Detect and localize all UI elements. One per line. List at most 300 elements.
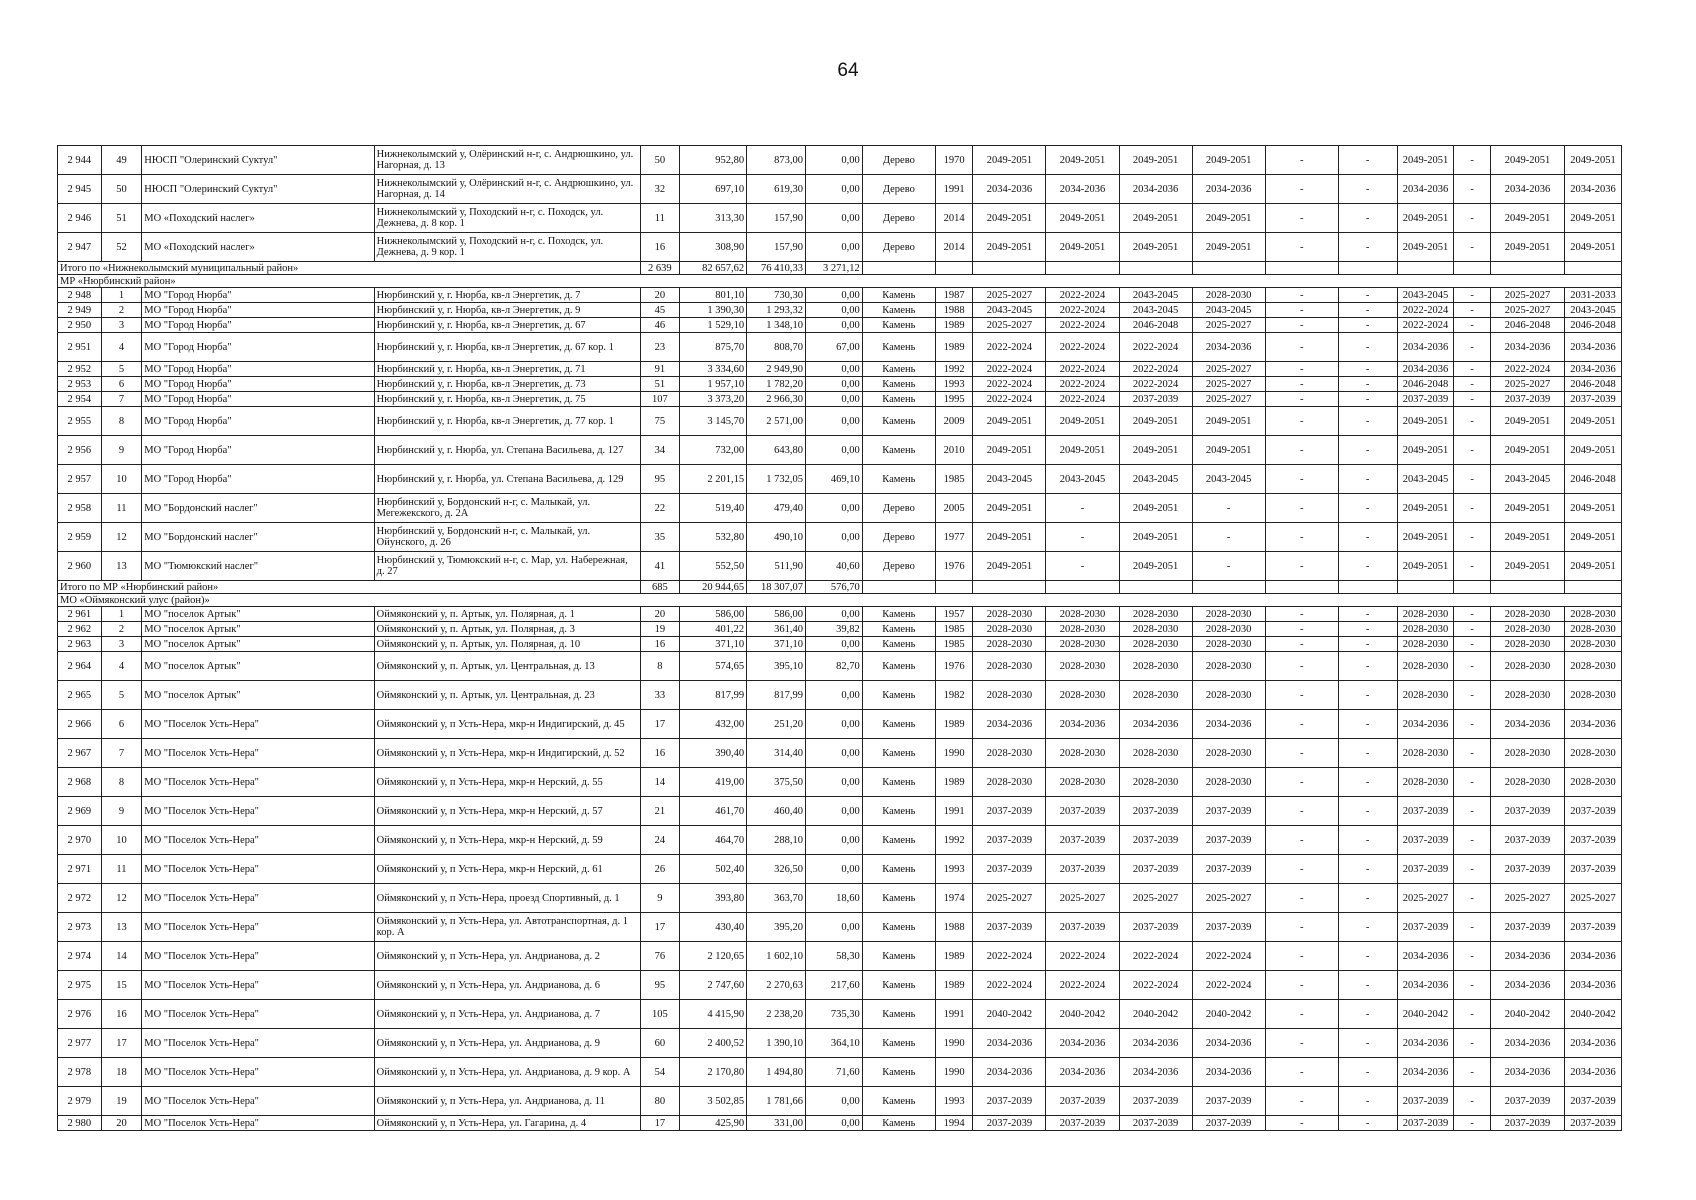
local-number-cell: 9	[101, 797, 142, 826]
period-elevator-cell: -	[1265, 436, 1338, 465]
period-gas-cell: -	[1454, 1058, 1491, 1087]
period-foundation-cell: 2037-2039	[1119, 1087, 1192, 1116]
row-number-cell: 2 962	[58, 622, 102, 637]
period-gas-cell: -	[1454, 333, 1491, 362]
period-facade-cell: 2034-2036	[1046, 1029, 1119, 1058]
total-area-cell: 586,00	[680, 607, 747, 622]
nonresidential-area-cell: 0,00	[805, 607, 862, 622]
period-cold-water-cell: 2049-2051	[1397, 436, 1454, 465]
build-year-cell: 1989	[935, 318, 973, 333]
period-heating-cell: 2049-2051	[1192, 233, 1265, 262]
residents-cell: 107	[640, 392, 680, 407]
period-gas-cell: -	[1454, 392, 1491, 407]
period-sewer-cell: 2049-2051	[1565, 436, 1622, 465]
period-roof-cell: 2049-2051	[973, 494, 1046, 523]
living-area-cell: 1 602,10	[747, 942, 806, 971]
wall-material-cell: Камень	[862, 652, 935, 681]
nonresidential-area-cell: 0,00	[805, 797, 862, 826]
section-header: МО «Оймяконский улус (район)»	[58, 594, 1622, 607]
period-gas-cell: -	[1454, 768, 1491, 797]
period-roof-cell: 2028-2030	[973, 739, 1046, 768]
period-facade-cell: 2034-2036	[1046, 710, 1119, 739]
local-number-cell: 8	[101, 768, 142, 797]
living-area-cell: 1 494,80	[747, 1058, 806, 1087]
wall-material-cell: Камень	[862, 1058, 935, 1087]
period-cold-water-cell: 2037-2039	[1397, 826, 1454, 855]
wall-material-cell: Камень	[862, 710, 935, 739]
period-sewer-cell: 2034-2036	[1565, 333, 1622, 362]
period-elevator-cell: -	[1265, 333, 1338, 362]
period-sewer-cell: 2028-2030	[1565, 637, 1622, 652]
period-electric-cell: 2025-2027	[1490, 288, 1564, 303]
residents-cell: 24	[640, 826, 680, 855]
nonresidential-area-cell: 71,60	[805, 1058, 862, 1087]
period-gas-cell: -	[1454, 523, 1491, 552]
build-year-cell: 2009	[935, 407, 973, 436]
empty-cell	[1565, 262, 1622, 275]
table-row	[58, 362, 1622, 377]
wall-material-cell: Камень	[862, 797, 935, 826]
address-cell: Нюрбинский у, г. Нюрба, ул. Степана Васильева, д. 129	[374, 465, 640, 494]
period-gas-cell: -	[1454, 175, 1491, 204]
period-other-cell: -	[1338, 333, 1397, 362]
period-sewer-cell: 2049-2051	[1565, 552, 1622, 581]
period-heating-cell: 2049-2051	[1192, 204, 1265, 233]
period-heating-cell: 2028-2030	[1192, 681, 1265, 710]
period-other-cell: -	[1338, 436, 1397, 465]
row-number-cell: 2 977	[58, 1029, 102, 1058]
nonresidential-area-cell: 364,10	[805, 1029, 862, 1058]
table-row	[58, 622, 1622, 637]
living-area-cell: 730,30	[747, 288, 806, 303]
table-row	[58, 436, 1622, 465]
municipality-cell: МО "Город Нюрба"	[142, 392, 374, 407]
period-elevator-cell: -	[1265, 465, 1338, 494]
period-other-cell: -	[1338, 942, 1397, 971]
period-foundation-cell: 2037-2039	[1119, 797, 1192, 826]
municipality-cell: МО "Поселок Усть-Нера"	[142, 797, 374, 826]
table-row	[58, 971, 1622, 1000]
total-row	[58, 262, 1622, 275]
total-area-cell: 3 145,70	[680, 407, 747, 436]
period-elevator-cell: -	[1265, 377, 1338, 392]
period-sewer-cell: 2049-2051	[1565, 204, 1622, 233]
build-year-cell: 1993	[935, 377, 973, 392]
period-other-cell: -	[1338, 710, 1397, 739]
period-sewer-cell: 2028-2030	[1565, 768, 1622, 797]
municipality-cell: МО "Город Нюрба"	[142, 377, 374, 392]
period-gas-cell: -	[1454, 942, 1491, 971]
total-total-area-cell: 20 944,65	[680, 581, 747, 594]
nonresidential-area-cell: 469,10	[805, 465, 862, 494]
period-cold-water-cell: 2034-2036	[1397, 971, 1454, 1000]
period-cold-water-cell: 2049-2051	[1397, 204, 1454, 233]
local-number-cell: 11	[101, 494, 142, 523]
period-sewer-cell: 2037-2039	[1565, 826, 1622, 855]
row-number-cell: 2 967	[58, 739, 102, 768]
wall-material-cell: Камень	[862, 622, 935, 637]
housing-table	[57, 145, 1622, 1131]
table-row	[58, 377, 1622, 392]
period-other-cell: -	[1338, 233, 1397, 262]
period-facade-cell: 2034-2036	[1046, 175, 1119, 204]
address-cell: Нижнеколымский у, Олёринский н-г, с. Андрюшкино, ул. Нагорная, д. 14	[374, 175, 640, 204]
period-foundation-cell: 2022-2024	[1119, 942, 1192, 971]
period-foundation-cell: 2022-2024	[1119, 971, 1192, 1000]
period-other-cell: -	[1338, 465, 1397, 494]
period-cold-water-cell: 2037-2039	[1397, 913, 1454, 942]
total-area-cell: 3 373,20	[680, 392, 747, 407]
period-electric-cell: 2034-2036	[1490, 1058, 1564, 1087]
local-number-cell: 3	[101, 318, 142, 333]
empty-cell	[1265, 262, 1338, 275]
build-year-cell: 1990	[935, 739, 973, 768]
living-area-cell: 1 781,66	[747, 1087, 806, 1116]
period-facade-cell: 2043-2045	[1046, 465, 1119, 494]
period-gas-cell: -	[1454, 797, 1491, 826]
build-year-cell: 1989	[935, 333, 973, 362]
local-number-cell: 5	[101, 681, 142, 710]
empty-cell	[1046, 581, 1119, 594]
local-number-cell: 49	[101, 146, 142, 175]
build-year-cell: 1990	[935, 1029, 973, 1058]
total-area-cell: 2 201,15	[680, 465, 747, 494]
period-facade-cell: -	[1046, 552, 1119, 581]
municipality-cell: МО "Тюмюкский наслег"	[142, 552, 374, 581]
period-other-cell: -	[1338, 1029, 1397, 1058]
local-number-cell: 12	[101, 523, 142, 552]
period-roof-cell: 2022-2024	[973, 377, 1046, 392]
period-electric-cell: 2040-2042	[1490, 1000, 1564, 1029]
period-cold-water-cell: 2049-2051	[1397, 552, 1454, 581]
residents-cell: 26	[640, 855, 680, 884]
residents-cell: 80	[640, 1087, 680, 1116]
municipality-cell: МО "Поселок Усть-Нера"	[142, 1087, 374, 1116]
table-row	[58, 826, 1622, 855]
period-roof-cell: 2034-2036	[973, 175, 1046, 204]
section-header-row	[58, 594, 1622, 607]
period-foundation-cell: 2022-2024	[1119, 377, 1192, 392]
period-heating-cell: 2034-2036	[1192, 710, 1265, 739]
build-year-cell: 2014	[935, 233, 973, 262]
table-row	[58, 884, 1622, 913]
address-cell: Нюрбинский у, г. Нюрба, кв-л Энергетик, д. 9	[374, 303, 640, 318]
local-number-cell: 17	[101, 1029, 142, 1058]
table-row	[58, 523, 1622, 552]
period-roof-cell: 2028-2030	[973, 681, 1046, 710]
period-sewer-cell: 2046-2048	[1565, 377, 1622, 392]
period-facade-cell: 2037-2039	[1046, 1087, 1119, 1116]
local-number-cell: 2	[101, 303, 142, 318]
living-area-cell: 157,90	[747, 204, 806, 233]
period-gas-cell: -	[1454, 855, 1491, 884]
period-other-cell: -	[1338, 318, 1397, 333]
nonresidential-area-cell: 0,00	[805, 855, 862, 884]
period-elevator-cell: -	[1265, 637, 1338, 652]
period-other-cell: -	[1338, 637, 1397, 652]
period-roof-cell: 2049-2051	[973, 146, 1046, 175]
address-cell: Нюрбинский у, г. Нюрба, кв-л Энергетик, д. 71	[374, 362, 640, 377]
municipality-cell: МО «Походский наслег»	[142, 204, 374, 233]
nonresidential-area-cell: 0,00	[805, 436, 862, 465]
address-cell: Оймяконский у, п Усть-Нера, ул. Андрианова, д. 9	[374, 1029, 640, 1058]
period-heating-cell: -	[1192, 523, 1265, 552]
period-elevator-cell: -	[1265, 797, 1338, 826]
address-cell: Оймяконский у, п Усть-Нера, мкр-н Нерский, д. 55	[374, 768, 640, 797]
period-elevator-cell: -	[1265, 1000, 1338, 1029]
build-year-cell: 2005	[935, 494, 973, 523]
period-elevator-cell: -	[1265, 362, 1338, 377]
nonresidential-area-cell: 217,60	[805, 971, 862, 1000]
period-other-cell: -	[1338, 523, 1397, 552]
local-number-cell: 19	[101, 1087, 142, 1116]
total-area-cell: 875,70	[680, 333, 747, 362]
living-area-cell: 2 238,20	[747, 1000, 806, 1029]
residents-cell: 54	[640, 1058, 680, 1087]
residents-cell: 16	[640, 739, 680, 768]
period-gas-cell: -	[1454, 681, 1491, 710]
period-gas-cell: -	[1454, 494, 1491, 523]
period-elevator-cell: -	[1265, 407, 1338, 436]
empty-cell	[1338, 581, 1397, 594]
municipality-cell: МО "Поселок Усть-Нера"	[142, 942, 374, 971]
build-year-cell: 2014	[935, 204, 973, 233]
local-number-cell: 4	[101, 333, 142, 362]
total-area-cell: 552,50	[680, 552, 747, 581]
build-year-cell: 1991	[935, 1000, 973, 1029]
period-electric-cell: 2049-2051	[1490, 494, 1564, 523]
living-area-cell: 619,30	[747, 175, 806, 204]
period-other-cell: -	[1338, 797, 1397, 826]
period-other-cell: -	[1338, 392, 1397, 407]
period-other-cell: -	[1338, 768, 1397, 797]
build-year-cell: 1976	[935, 552, 973, 581]
build-year-cell: 1989	[935, 710, 973, 739]
municipality-cell: МО "Город Нюрба"	[142, 303, 374, 318]
period-roof-cell: 2028-2030	[973, 637, 1046, 652]
municipality-cell: МО "Поселок Усть-Нера"	[142, 1000, 374, 1029]
period-roof-cell: 2043-2045	[973, 303, 1046, 318]
period-other-cell: -	[1338, 377, 1397, 392]
period-facade-cell: 2037-2039	[1046, 1116, 1119, 1131]
table-row	[58, 855, 1622, 884]
period-elevator-cell: -	[1265, 739, 1338, 768]
period-heating-cell: 2025-2027	[1192, 392, 1265, 407]
period-foundation-cell: 2043-2045	[1119, 465, 1192, 494]
build-year-cell: 1976	[935, 652, 973, 681]
row-number-cell: 2 968	[58, 768, 102, 797]
living-area-cell: 511,90	[747, 552, 806, 581]
table-row	[58, 465, 1622, 494]
total-nonresidential-area-cell: 576,70	[805, 581, 862, 594]
empty-cell	[1119, 262, 1192, 275]
period-other-cell: -	[1338, 407, 1397, 436]
period-foundation-cell: 2049-2051	[1119, 146, 1192, 175]
section-header: МР «Нюрбинский район»	[58, 275, 1622, 288]
living-area-cell: 817,99	[747, 681, 806, 710]
period-foundation-cell: 2028-2030	[1119, 768, 1192, 797]
period-sewer-cell: 2028-2030	[1565, 607, 1622, 622]
period-roof-cell: 2022-2024	[973, 333, 1046, 362]
address-cell: Нюрбинский у, г. Нюрба, кв-л Энергетик, д. 77 кор. 1	[374, 407, 640, 436]
total-area-cell: 464,70	[680, 826, 747, 855]
table-row	[58, 913, 1622, 942]
residents-cell: 33	[640, 681, 680, 710]
period-facade-cell: 2028-2030	[1046, 622, 1119, 637]
living-area-cell: 1 782,20	[747, 377, 806, 392]
residents-cell: 91	[640, 362, 680, 377]
municipality-cell: МО "Поселок Усть-Нера"	[142, 710, 374, 739]
period-gas-cell: -	[1454, 318, 1491, 333]
row-number-cell: 2 969	[58, 797, 102, 826]
period-sewer-cell: 2049-2051	[1565, 523, 1622, 552]
period-cold-water-cell: 2049-2051	[1397, 233, 1454, 262]
municipality-cell: НЮСП "Олеринский Суктул"	[142, 146, 374, 175]
local-number-cell: 6	[101, 377, 142, 392]
period-electric-cell: 2034-2036	[1490, 333, 1564, 362]
empty-cell	[1490, 262, 1564, 275]
period-electric-cell: 2046-2048	[1490, 318, 1564, 333]
municipality-cell: МО "Поселок Усть-Нера"	[142, 855, 374, 884]
total-area-cell: 3 502,85	[680, 1087, 747, 1116]
period-elevator-cell: -	[1265, 1116, 1338, 1131]
period-elevator-cell: -	[1265, 971, 1338, 1000]
local-number-cell: 15	[101, 971, 142, 1000]
row-number-cell: 2 947	[58, 233, 102, 262]
period-heating-cell: 2025-2027	[1192, 318, 1265, 333]
total-row	[58, 581, 1622, 594]
residents-cell: 34	[640, 436, 680, 465]
total-area-cell: 432,00	[680, 710, 747, 739]
municipality-cell: МО "Поселок Усть-Нера"	[142, 971, 374, 1000]
nonresidential-area-cell: 0,00	[805, 288, 862, 303]
period-foundation-cell: 2028-2030	[1119, 739, 1192, 768]
local-number-cell: 1	[101, 288, 142, 303]
period-foundation-cell: 2028-2030	[1119, 607, 1192, 622]
residents-cell: 41	[640, 552, 680, 581]
residents-cell: 105	[640, 1000, 680, 1029]
living-area-cell: 460,40	[747, 797, 806, 826]
wall-material-cell: Камень	[862, 826, 935, 855]
period-sewer-cell: 2034-2036	[1565, 971, 1622, 1000]
wall-material-cell: Камень	[862, 1000, 935, 1029]
period-elevator-cell: -	[1265, 523, 1338, 552]
period-sewer-cell: 2028-2030	[1565, 739, 1622, 768]
period-foundation-cell: 2049-2051	[1119, 204, 1192, 233]
residents-cell: 35	[640, 523, 680, 552]
empty-cell	[862, 581, 935, 594]
municipality-cell: МО "Поселок Усть-Нера"	[142, 826, 374, 855]
period-sewer-cell: 2037-2039	[1565, 913, 1622, 942]
section-header-row	[58, 275, 1622, 288]
residents-cell: 45	[640, 303, 680, 318]
row-number-cell: 2 946	[58, 204, 102, 233]
period-facade-cell: 2049-2051	[1046, 436, 1119, 465]
build-year-cell: 1985	[935, 465, 973, 494]
address-cell: Оймяконский у, п Усть-Нера, ул. Андрианова, д. 11	[374, 1087, 640, 1116]
local-number-cell: 3	[101, 637, 142, 652]
period-cold-water-cell: 2037-2039	[1397, 392, 1454, 407]
period-roof-cell: 2022-2024	[973, 942, 1046, 971]
row-number-cell: 2 949	[58, 303, 102, 318]
period-foundation-cell: 2043-2045	[1119, 303, 1192, 318]
table-row	[58, 942, 1622, 971]
wall-material-cell: Дерево	[862, 523, 935, 552]
municipality-cell: МО «Походский наслег»	[142, 233, 374, 262]
period-heating-cell: 2037-2039	[1192, 797, 1265, 826]
address-cell: Нюрбинский у, Бордонский н-г, с. Малыкай, ул. Ойунского, д. 26	[374, 523, 640, 552]
nonresidential-area-cell: 82,70	[805, 652, 862, 681]
local-number-cell: 50	[101, 175, 142, 204]
period-electric-cell: 2034-2036	[1490, 175, 1564, 204]
period-electric-cell: 2034-2036	[1490, 942, 1564, 971]
period-cold-water-cell: 2034-2036	[1397, 362, 1454, 377]
period-heating-cell: 2043-2045	[1192, 465, 1265, 494]
period-cold-water-cell: 2049-2051	[1397, 146, 1454, 175]
period-electric-cell: 2028-2030	[1490, 622, 1564, 637]
municipality-cell: МО "Бордонский наслег"	[142, 523, 374, 552]
municipality-cell: МО "Поселок Усть-Нера"	[142, 1058, 374, 1087]
living-area-cell: 1 293,32	[747, 303, 806, 318]
period-elevator-cell: -	[1265, 146, 1338, 175]
local-number-cell: 11	[101, 855, 142, 884]
period-other-cell: -	[1338, 1058, 1397, 1087]
municipality-cell: МО "Поселок Усть-Нера"	[142, 768, 374, 797]
address-cell: Нюрбинский у, г. Нюрба, кв-л Энергетик, д. 67	[374, 318, 640, 333]
address-cell: Оймяконский у, п Усть-Нера, ул. Андрианова, д. 9 кор. А	[374, 1058, 640, 1087]
period-heating-cell: 2034-2036	[1192, 1029, 1265, 1058]
period-electric-cell: 2022-2024	[1490, 362, 1564, 377]
period-foundation-cell: 2034-2036	[1119, 1029, 1192, 1058]
period-cold-water-cell: 2034-2036	[1397, 710, 1454, 739]
period-cold-water-cell: 2034-2036	[1397, 1029, 1454, 1058]
local-number-cell: 7	[101, 739, 142, 768]
row-number-cell: 2 951	[58, 333, 102, 362]
period-heating-cell: 2037-2039	[1192, 1087, 1265, 1116]
total-living-area-cell: 18 307,07	[747, 581, 806, 594]
period-sewer-cell: 2046-2048	[1565, 318, 1622, 333]
period-foundation-cell: 2037-2039	[1119, 855, 1192, 884]
local-number-cell: 2	[101, 622, 142, 637]
row-number-cell: 2 975	[58, 971, 102, 1000]
local-number-cell: 1	[101, 607, 142, 622]
wall-material-cell: Камень	[862, 768, 935, 797]
table-row	[58, 175, 1622, 204]
period-cold-water-cell: 2037-2039	[1397, 1116, 1454, 1131]
nonresidential-area-cell: 0,00	[805, 826, 862, 855]
empty-cell	[935, 581, 973, 594]
address-cell: Нижнеколымский у, Походский н-г, с. Походск, ул. Дежнева, д. 8 кор. 1	[374, 204, 640, 233]
local-number-cell: 10	[101, 465, 142, 494]
empty-cell	[935, 262, 973, 275]
wall-material-cell: Дерево	[862, 494, 935, 523]
wall-material-cell: Камень	[862, 362, 935, 377]
period-roof-cell: 2049-2051	[973, 204, 1046, 233]
period-facade-cell: 2034-2036	[1046, 1058, 1119, 1087]
period-elevator-cell: -	[1265, 768, 1338, 797]
period-roof-cell: 2037-2039	[973, 797, 1046, 826]
total-area-cell: 2 120,65	[680, 942, 747, 971]
table-row	[58, 1058, 1622, 1087]
period-other-cell: -	[1338, 288, 1397, 303]
period-facade-cell: 2022-2024	[1046, 971, 1119, 1000]
row-number-cell: 2 972	[58, 884, 102, 913]
period-cold-water-cell: 2040-2042	[1397, 1000, 1454, 1029]
wall-material-cell: Камень	[862, 436, 935, 465]
period-foundation-cell: 2034-2036	[1119, 1058, 1192, 1087]
total-area-cell: 390,40	[680, 739, 747, 768]
living-area-cell: 490,10	[747, 523, 806, 552]
